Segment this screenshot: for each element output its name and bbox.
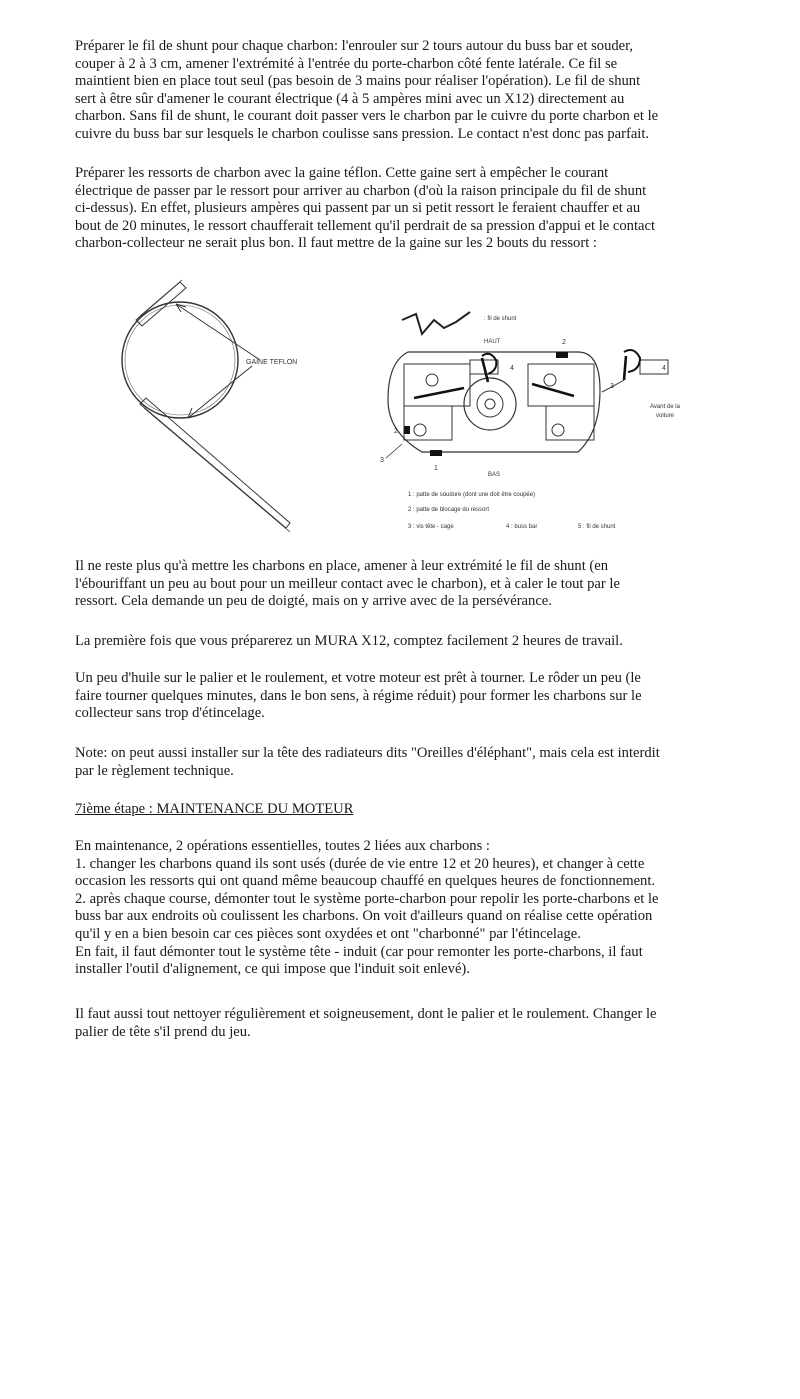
text-line: buss bar aux endroits où coulissent les charbons. On voit d'ailleurs quand on réalise cette opération xyxy=(75,908,653,925)
marker-4-left: 4 xyxy=(510,365,514,372)
text-line: Préparer les ressorts de charbon avec la gaine téflon. Cette gaine sert à empêcher le courant xyxy=(75,165,609,181)
text-line: installer l'outil d'alignement, ce qui impose que l'induit soit enlevé). xyxy=(75,961,470,978)
spring-bottom-sleeve xyxy=(140,398,290,528)
text-line: collecteur sans trop d'étincelage. xyxy=(75,705,265,722)
text-line: cuivre du buss bar sur lesquels le charbon coulisse sans pression. Le contact n'est donc pas parfait. xyxy=(75,125,650,142)
front-label: Avant de la xyxy=(650,404,680,410)
marker-3-left: 3 xyxy=(380,457,384,464)
legend-line-5: 5 : fil de shunt xyxy=(578,524,616,530)
marker-2-left: 2 xyxy=(394,428,398,435)
front-label: voiture xyxy=(656,413,675,419)
section-heading: 7ième étape : MAINTENANCE DU MOTEUR xyxy=(75,801,354,817)
arrow-top xyxy=(176,304,260,360)
gaine-teflon-label: GAINE TEFLON xyxy=(246,359,298,366)
text-line: charbon. Sans fil de shunt, le courant doit passer vers le charbon par le cuivre du porte charbon et le xyxy=(75,108,659,125)
text-line: faire tourner quelques minutes, dans le bon sens, à régime réduit) pour former les charbons sur le xyxy=(75,687,642,704)
bottom-label: BAS xyxy=(488,472,501,478)
paragraph-maintenance xyxy=(75,838,730,979)
text-line: Préparer le fil de shunt pour chaque charbon: l'enrouler sur 2 tours autour du buss bar et souder, xyxy=(75,38,634,54)
text-line: Un peu d'huile sur le palier et le roulement, et votre moteur est prêt à tourner. Le rôder un peu (le xyxy=(75,670,641,686)
text-line: Il ne reste plus qu'à mettre les charbons en place, amener à leur extrémité le fil de shunt (en xyxy=(75,558,609,574)
text-line: occasion les ressorts qui ont quand même beaucoup chauffé en quelques heures de fonctionnement. xyxy=(75,873,656,890)
solder-tab-bottom xyxy=(430,450,442,456)
paragraph-first-time xyxy=(75,633,730,651)
text-line: 2. après chaque course, démonter tout le système porte-charbon pour repolir les porte-charbons et le xyxy=(75,890,659,907)
marker-1: 1 xyxy=(434,465,438,472)
text-line: sert à être sûr d'amener le courant électrique (4 à 5 ampères mini avec un X12) directement au xyxy=(75,90,625,107)
solder-tab-top xyxy=(556,352,568,358)
text-line: qu'il y en a bien besoin car ces pièces sont oxydées et ont "charbonné" par l'étincelage. xyxy=(75,925,581,942)
legend-line-2: 2 : patte de blocage du ressort xyxy=(408,507,490,513)
text-line: 1. changer les charbons quand ils sont usés (durée de vie entre 12 et 20 heures), et changer à cette xyxy=(75,855,645,872)
figure-spring-teflon xyxy=(100,280,320,540)
brush-holder-left xyxy=(404,364,470,406)
text-line: maintient bien en place tout seul (pas besoin de 3 mains pour réaliser l'opération). Le fil de shunt xyxy=(75,73,641,90)
shunt-wire-sample xyxy=(402,312,470,334)
marker-3-right: 3 xyxy=(610,383,614,390)
text-line: bout de 20 minutes, le ressort chaufferait tellement qu'il perdrait de sa pression d'appui et le contact xyxy=(75,217,656,234)
text-line: Note: on peut aussi installer sur la tête des radiateurs dits "Oreilles d'éléphant", mais cela est interdit xyxy=(75,745,660,761)
text-line: Il faut aussi tout nettoyer régulièrement et soigneusement, dont le palier et le roulement. Changer le xyxy=(75,1006,657,1022)
commutator xyxy=(464,378,516,430)
legend-line-3: 3 : vis tête - cage xyxy=(408,524,454,530)
text-line: ressort. Cela demande un peu de doigté, mais on y arrive avec de la persévérance. xyxy=(75,593,552,610)
blocking-tab-left xyxy=(404,426,410,434)
text-line: couper à 2 à 3 cm, amener l'extrémité à l'entrée du porte-charbon côté fente latérale. Ce fil se xyxy=(75,55,618,72)
text-line: La première fois que vous préparerez un MURA X12, comptez facilement 2 heures de travail. xyxy=(75,633,623,649)
motor-housing xyxy=(388,352,600,452)
arrow-bottom xyxy=(188,366,252,418)
marker-2-top: 2 xyxy=(562,339,566,346)
screw-left-top xyxy=(426,374,438,386)
screw-right-top xyxy=(544,374,556,386)
spring-coil xyxy=(122,302,238,418)
paragraph-cleaning xyxy=(75,1006,730,1041)
text-line: palier de tête s'il prend du jeu. xyxy=(75,1023,251,1040)
text-line: par le règlement technique. xyxy=(75,762,234,779)
paragraph-shunt-wire xyxy=(75,38,730,144)
text-line: En maintenance, 2 opérations essentielles, toutes 2 liées aux charbons : xyxy=(75,838,490,854)
paragraph-oil xyxy=(75,670,730,723)
top-label: HAUT xyxy=(484,339,501,345)
figure-brush-holder xyxy=(378,300,698,540)
text-line: ci-dessus). En effet, plusieurs ampères qui passent par un si petit ressort le feraient chauffer et au xyxy=(75,200,641,217)
legend-line-4: 4 : buss bar xyxy=(506,524,538,530)
text-line: électrique de passer par le ressort pour arriver au charbon (d'où la raison principale du fil de shunt xyxy=(75,182,647,199)
text-line: charbon-collecteur ne serait plus bon. Il faut mettre de la gaine sur les 2 bouts du ressort : xyxy=(75,235,597,252)
legend-line-1: 1 : patte de soudure (dont une doit être coupée) xyxy=(408,492,536,498)
shunt-label: : fil de shunt xyxy=(484,316,517,322)
paragraph-springs xyxy=(75,165,730,253)
paragraph-note xyxy=(75,745,730,780)
text-line: l'ébouriffant un peu au bout pour un meilleur contact avec le charbon), et à caler le tout par le xyxy=(75,575,620,592)
screw-left-bottom xyxy=(414,424,426,436)
screw-right-bottom xyxy=(552,424,564,436)
paragraph-place-brushes xyxy=(75,558,730,611)
spring-top-sleeve xyxy=(136,282,186,326)
marker-4-right: 4 xyxy=(662,365,666,372)
text-line: En fait, il faut démonter tout le système tête - induit (car pour remonter les porte-charbons, il faut xyxy=(75,943,643,960)
